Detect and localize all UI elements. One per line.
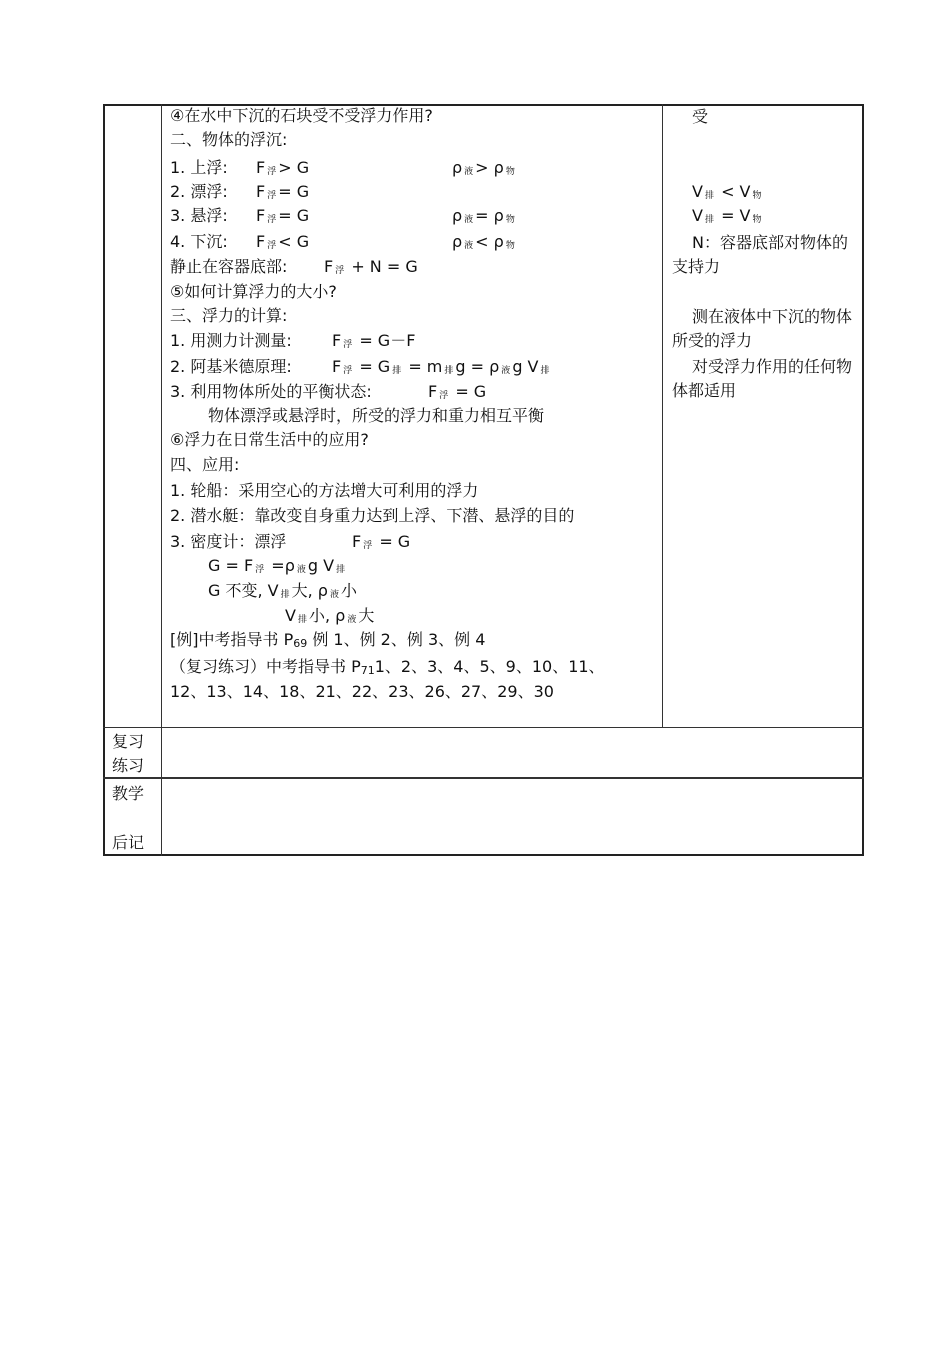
side-receive: 受	[692, 107, 709, 126]
float-on-row: 2. 漂浮: F浮 = G	[170, 182, 310, 201]
example-line: [例]中考指导书 P69 例 1、例 2、例 3、例 4	[170, 630, 486, 650]
calc-1-row: 1. 用测力计测量: F浮 = G－F	[170, 331, 416, 350]
col-divider-right	[662, 104, 663, 727]
side-n-note: N：容器底部对物体的支持力	[672, 233, 848, 276]
section-4-title: 四、应用:	[170, 455, 240, 474]
review-label-2: 练习	[112, 756, 145, 775]
app-3-row: 3. 密度计：漂浮 F浮 = G	[170, 532, 411, 551]
row-divider-1	[103, 727, 864, 728]
post-lesson-label-2: 后记	[112, 833, 145, 852]
post-lesson-label-1: 教学	[112, 784, 145, 803]
side-v-less: V排 < V 物	[692, 182, 762, 201]
app-1: 1. 轮船：采用空心的方法增大可利用的浮力	[170, 481, 479, 500]
section-2-title: 二、物体的浮沉:	[170, 130, 288, 149]
float-up-row: 1. 上浮: F浮 > G ρ液 > ρ 物	[170, 158, 515, 177]
sink-row: 4. 下沉: F浮 < G ρ液 < ρ 物	[170, 232, 515, 251]
question-4: ④在水中下沉的石块受不受浮力作用?	[170, 106, 433, 125]
col-divider-left	[161, 104, 162, 856]
section-3-title: 三、浮力的计算:	[170, 306, 288, 325]
question-5: ⑤如何计算浮力的大小?	[170, 282, 337, 301]
side-apply-note: 对受浮力作用的任何物体都适用	[672, 357, 853, 400]
calc-3-row: 3. 利用物体所处的平衡状态: F浮 = G	[170, 382, 487, 401]
question-6: ⑥浮力在日常生活中的应用?	[170, 430, 369, 449]
app-3-line-2: V排 小, ρ 液 大	[285, 606, 375, 625]
calc-2-row: 2. 阿基米德原理: F浮 = G 排 = m 排 g = ρ 液 g V 排	[170, 357, 550, 376]
app-2: 2. 潜水艇：靠改变自身重力达到上浮、下潜、悬浮的目的	[170, 506, 575, 525]
app-3-line-1: G 不变, V 排 大, ρ 液 小	[208, 581, 357, 600]
rest-bottom-row: 静止在容器底部: F浮 + N = G	[170, 257, 418, 276]
practice-line: （复习练习）中考指导书 P711、2、3、4、5、9、10、11、	[170, 657, 605, 677]
calc-3-note: 物体漂浮或悬浮时，所受的浮力和重力相互平衡	[208, 406, 545, 425]
app-3-equation: G = F 浮 =ρ 液 g V 排	[208, 556, 346, 575]
side-measure-note: 测在液体中下沉的物体所受的浮力	[672, 307, 853, 350]
side-v-equal: V排 = V 物	[692, 206, 762, 225]
suspend-row: 3. 悬浮: F浮 = G ρ液 = ρ 物	[170, 206, 515, 225]
row-divider-2	[103, 777, 864, 779]
review-label-1: 复习	[112, 732, 145, 751]
practice-line-cont: 12、13、14、18、21、22、23、26、27、29、30	[170, 682, 554, 701]
